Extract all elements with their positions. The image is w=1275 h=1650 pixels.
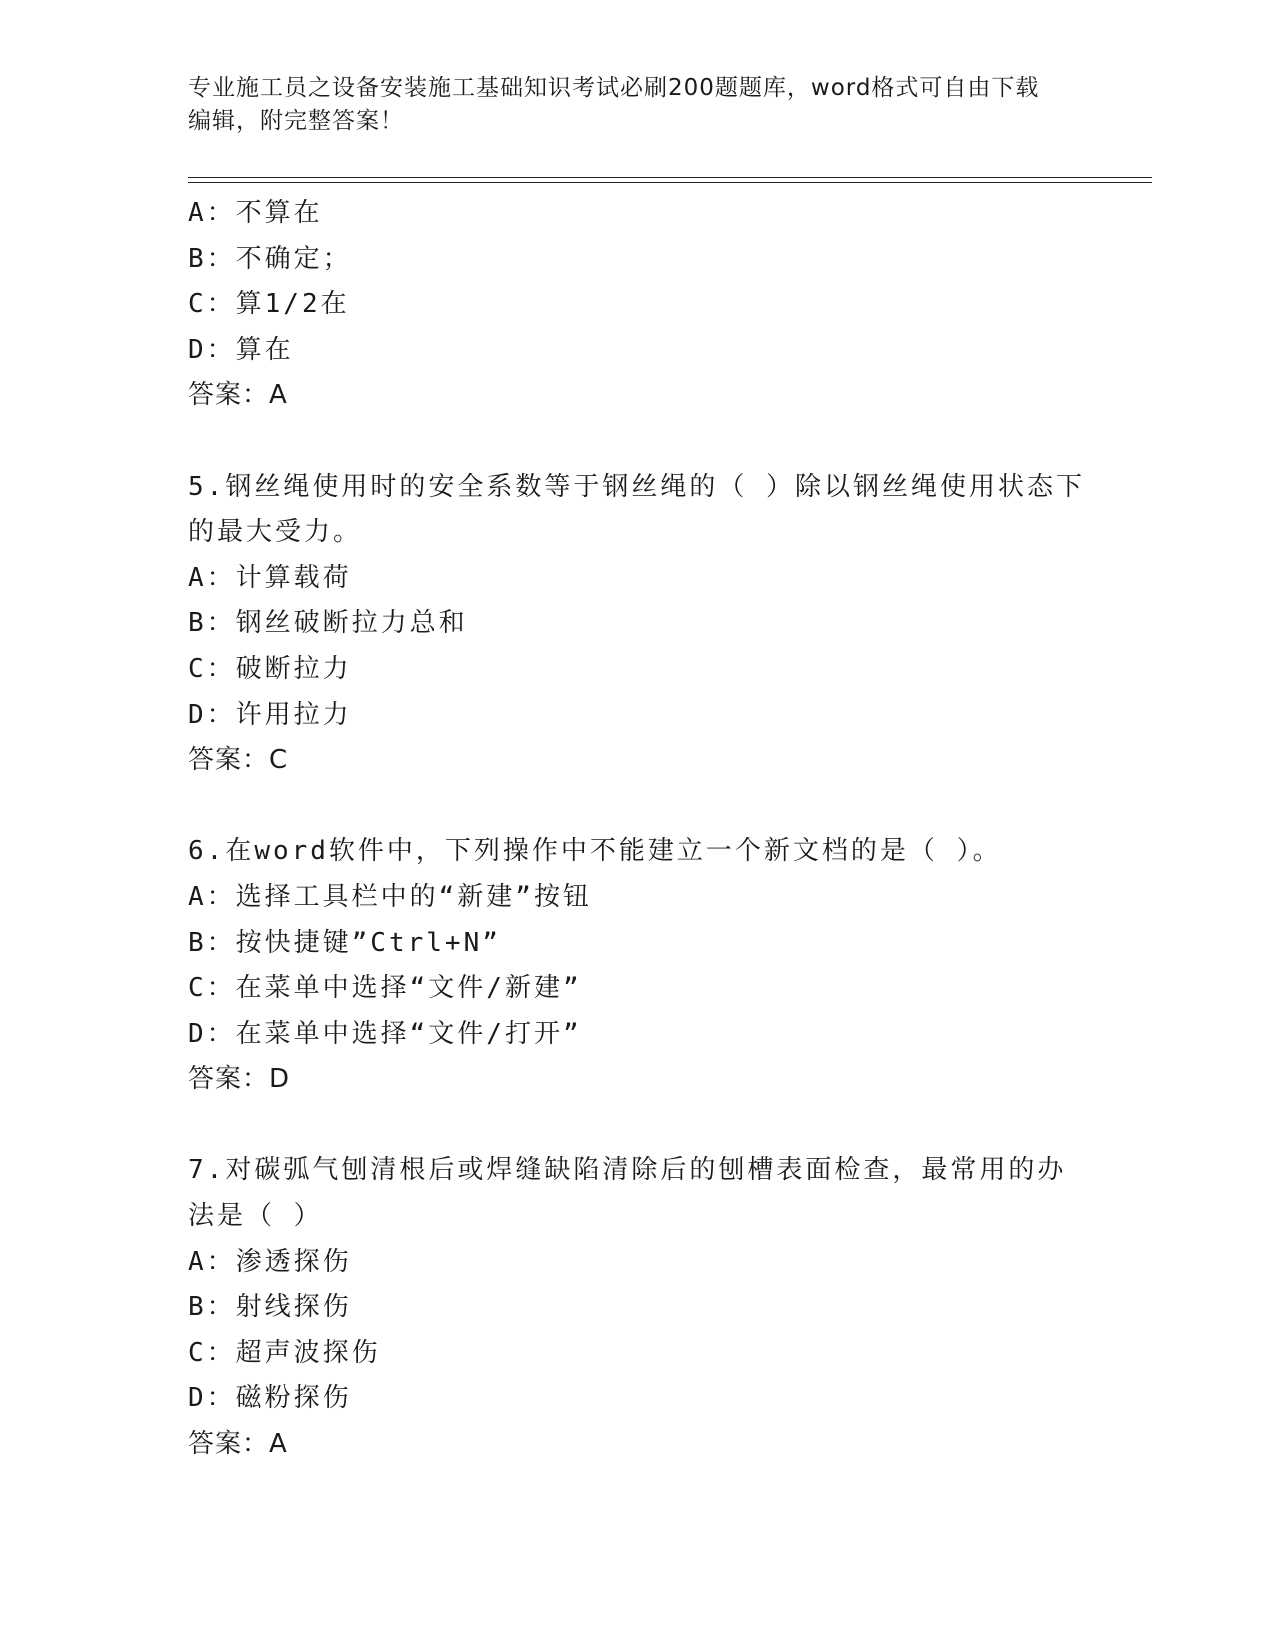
header-divider-top [188,177,1152,178]
answer-line: 答案：A [188,380,288,411]
document-header [188,72,1068,138]
question-6 [188,829,1088,1103]
spacer [188,784,1088,830]
option-a: A：不算在 [188,198,323,228]
option-c: C：在菜单中选择“文件/新建” [188,973,582,1004]
answer-line: 答案：C [188,745,289,776]
spacer [188,419,1088,465]
answer-line: 答案：A [188,1429,288,1460]
question-5 [188,465,1088,784]
question-stem: 7.对碳弧气刨清根后或焊缝缺陷清除后的刨槽表面检查，最常用的办 法是（ ） [188,1155,1067,1232]
header-divider-bottom [188,182,1152,183]
question-list [188,191,1088,1468]
option-a: A：选择工具栏中的“新建”按钮 [188,881,592,912]
option-c: C：超声波探伤 [188,1337,381,1368]
option-c: C：破断拉力 [188,653,352,684]
option-d: D：许用拉力 [188,699,352,730]
question-4-continued [188,191,1088,419]
option-d: D：磁粉探伤 [188,1383,352,1414]
option-d: D：在菜单中选择“文件/打开” [188,1018,582,1049]
option-b: B：钢丝破断拉力总和 [188,608,468,639]
question-stem: 5.钢丝绳使用时的安全系数等于钢丝绳的（ ）除以钢丝绳使用状态下 的最大受力。 [188,471,1085,548]
option-d: D：算在 [188,334,294,365]
header-line-2: 编辑，附完整答案！ [188,108,404,134]
header-line-1: 专业施工员之设备安装施工基础知识考试必刷200题题库，word格式可自由下载 [188,75,1040,101]
question-stem: 6.在word软件中，下列操作中不能建立一个新文档的是（ ）。 [188,836,1002,867]
answer-line: 答案：D [188,1064,291,1095]
question-7 [188,1148,1088,1467]
option-b: B：射线探伤 [188,1292,352,1323]
option-c: C：算1/2在 [188,289,350,320]
option-a: A：计算载荷 [188,562,352,593]
option-b: B：不确定； [188,243,352,274]
option-b: B：按快捷键”Ctrl+N” [188,927,501,958]
option-a: A：渗透探伤 [188,1246,352,1277]
spacer [188,1103,1088,1149]
